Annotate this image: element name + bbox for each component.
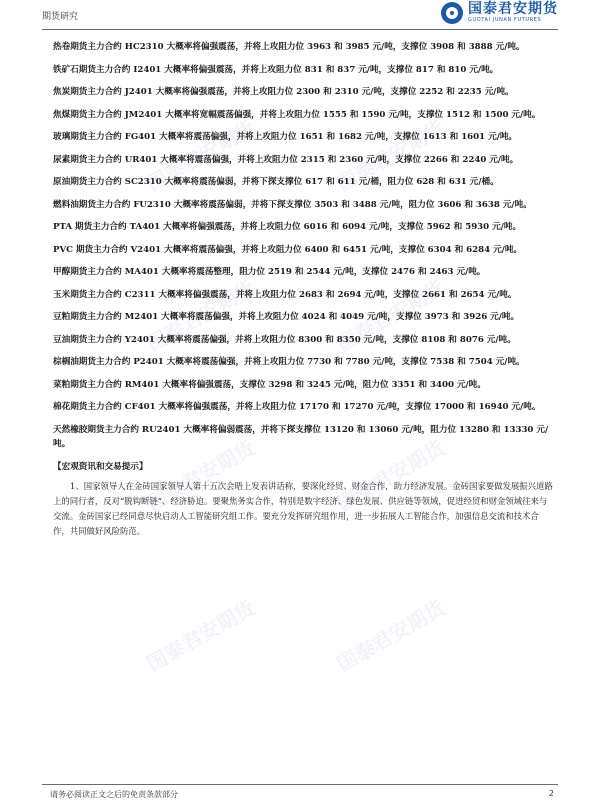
- logo-name-en: GUOTAI JUNAN FUTURES: [468, 17, 542, 23]
- watermark: 国泰君安期货: [332, 435, 449, 517]
- watermark: 国泰君安期货: [332, 595, 449, 677]
- disclaimer-note: 请务必阅读正文之后的免责条款部分: [50, 790, 178, 799]
- contract-paragraph: 原油期货主力合约 SC2310 大概率将震荡偏弱，并将下探支撑位 617 和 611 元/桶，阻力位 628 和 631 元/桶。: [53, 177, 499, 187]
- contract-paragraph: PVC 期货主力合约 V2401 大概率将震荡偏强，并将上攻阻力位 6400 和 6451 元/吨，支撑位 6304 和 6284 元/吨。: [53, 244, 523, 255]
- contract-paragraph: 菜粕期货主力合约 RM401 大概率将偏强震荡，支撑位 3298 和 3245 元/吨，阻力位 3351 和 3400 元/吨。: [53, 379, 486, 390]
- contract-paragraph: 焦煤期货主力合约 JM2401 大概率将宽幅震荡偏强，并将上攻阻力位 1555 和 1590 元/吨，支撑位 1512 和 1500 元/吨。: [53, 109, 541, 120]
- contract-paragraph: 玻璃期货主力合约 FG401 大概率将震荡偏强，并将上攻阻力位 1651 和 1682 元/吨，支撑位 1613 和 1601 元/吨。: [53, 132, 518, 142]
- page-footer: [42, 784, 558, 799]
- watermark: 国泰君安期货: [332, 115, 449, 197]
- logo-emblem-icon: [441, 2, 463, 24]
- watermark: 国泰君安期货: [142, 435, 259, 517]
- company-logo: [441, 2, 558, 24]
- contract-paragraph: 燃料油期货主力合约 FU2310 大概率将震荡偏弱，并将下探支撑位 3503 和 3488 元/吨，阻力位 3606 和 3638 元/吨。: [53, 199, 532, 210]
- contract-paragraph: 焦炭期货主力合约 J2401 大概率将偏强震荡，并将上攻阻力位 2300 和 2310 元/吨，支撑位 2252 和 2235 元/吨。: [53, 87, 514, 97]
- contract-paragraph: 热卷期货主力合约 HC2310 大概率将偏强震荡，并将上攻阻力位 3963 和 3985 元/吨，支撑位 3908 和 3888 元/吨。: [53, 42, 525, 52]
- page-header: [42, 0, 558, 30]
- news-paragraph: 1、国家领导人在金砖国家领导人第十五次会晤上发表讲话称，要深化经贸、财金合作，助力经济发展。金砖国家要做发展振兴道路上的同行者，反对“脱钩断链”、经济胁迫。要聚焦务实合作，特别是数字经济、绿色发展、供应链等领域，促进经贸和财金领域往来与交流。金砖国家已经同意尽快启动人工智能研究组工作。要充分发挥研究组作用，进一步拓展人工智能合作，加强信息交流和技术合作，共同做好风险防范。: [53, 480, 553, 536]
- contract-paragraph: 豆油期货主力合约 Y2401 大概率将震荡偏强，并将上攻阻力位 8300 和 8350 元/吨，支撑位 8108 和 8076 元/吨。: [53, 334, 516, 345]
- header-label: 期货研究: [42, 12, 79, 22]
- contract-paragraph: 尿素期货主力合约 UR401 大概率将震荡偏强，并将上攻阻力位 2315 和 2360 元/吨，支撑位 2266 和 2240 元/吨。: [53, 154, 519, 165]
- contract-paragraph: 豆粕期货主力合约 M2401 大概率将震荡偏强，并将上攻阻力位 4024 和 4049 元/吨，支撑位 3973 和 3926 元/吨。: [53, 312, 520, 322]
- contract-paragraph: 铁矿石期货主力合约 I2401 大概率将偏强震荡，并将上攻阻力位 831 和 837 元/吨，支撑位 817 和 810 元/吨。: [53, 64, 499, 75]
- page-number: 2: [548, 789, 554, 798]
- contract-paragraph: 甲醇期货主力合约 MA401 大概率将震荡整理，阻力位 2519 和 2544 元/吨，支撑位 2476 和 2463 元/吨。: [53, 267, 486, 277]
- report-body: [53, 40, 553, 539]
- watermark: 国泰君安期货: [142, 115, 259, 197]
- section-title: 【宏观资讯和交易提示】: [53, 461, 148, 472]
- contract-paragraph: 玉米期货主力合约 C2311 大概率将偏强震荡，并将上攻阻力位 2683 和 2694 元/吨，支撑位 2661 和 2654 元/吨。: [53, 289, 517, 300]
- logo-name-cn: 国泰君安期货: [468, 1, 558, 17]
- watermark: 国泰君安期货: [332, 275, 449, 357]
- contract-paragraph: PTA 期货主力合约 TA401 大概率将偏强震荡，并将上攻阻力位 6016 和 6094 元/吨，支撑位 5962 和 5930 元/吨。: [53, 222, 522, 232]
- watermark: 国泰君安期货: [142, 275, 259, 357]
- contract-paragraph: 棉花期货主力合约 CF401 大概率将偏强震荡，并将上攻阻力位 17170 和 17270 元/吨，支撑位 17000 和 16940 元/吨。: [53, 402, 541, 412]
- contract-paragraph: 棕榈油期货主力合约 P2401 大概率将震荡偏强，并将上攻阻力位 7730 和 7780 元/吨，支撑位 7538 和 7504 元/吨。: [53, 357, 525, 367]
- watermark: 国泰君安期货: [142, 595, 259, 677]
- contract-paragraph: 天然橡胶期货主力合约 RU2401 大概率将偏弱震荡，并将下探支撑位 13120 和 13060 元/吨，阻力位 13280 和 13330 元/吨。: [53, 424, 549, 449]
